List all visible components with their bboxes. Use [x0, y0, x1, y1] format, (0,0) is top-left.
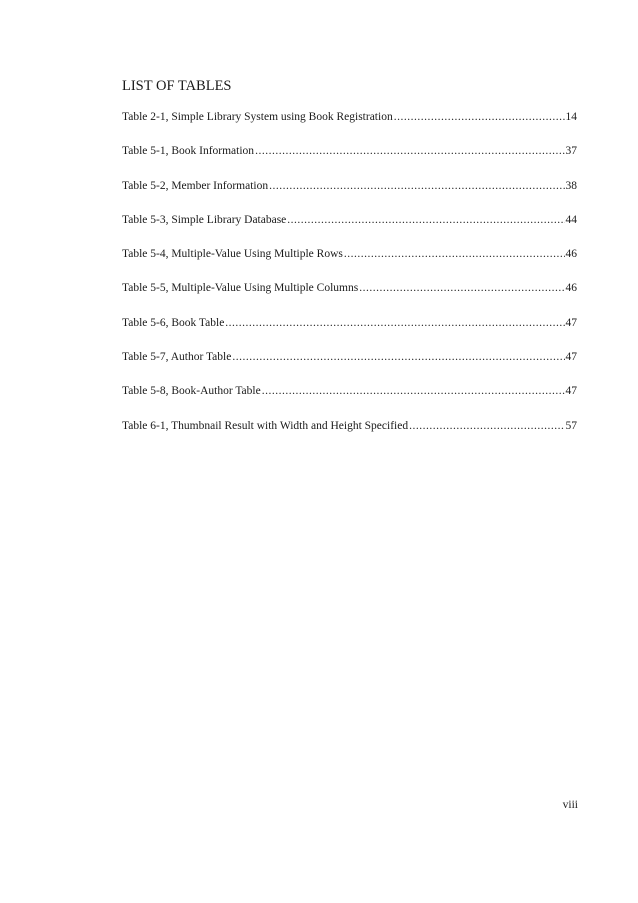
toc-entry-title: Table 6-1, Thumbnail Result with Width and Height Specified	[122, 419, 409, 432]
toc-entry-title: Table 5-7, Author Table	[122, 351, 232, 364]
toc-entry-page: 37	[565, 145, 577, 158]
toc-entry-title: Table 5-6, Book Table	[122, 316, 225, 329]
toc-entry-page: 38	[565, 179, 577, 192]
toc-entry[interactable]	[122, 110, 577, 144]
dot-leader	[409, 419, 564, 434]
toc-entry-page: 46	[565, 248, 577, 261]
toc-entry-page: 47	[565, 385, 577, 398]
toc-entry-page: 46	[565, 282, 577, 295]
toc-entry[interactable]	[122, 384, 577, 418]
page-number: viii	[562, 799, 578, 811]
dot-leader	[344, 247, 565, 262]
toc-entry[interactable]	[122, 350, 577, 384]
toc-entry-title: Table 5-8, Book-Author Table	[122, 385, 261, 398]
toc-entry-page: 14	[565, 111, 577, 123]
toc-entry-title: Table 5-4, Multiple-Value Using Multiple Rows	[122, 248, 343, 261]
toc-entry-page: 47	[565, 351, 577, 364]
toc-entry[interactable]	[122, 281, 577, 315]
dot-leader	[287, 213, 564, 228]
list-of-tables	[122, 110, 577, 453]
toc-entry-page: 47	[565, 316, 577, 329]
toc-entry-page: 44	[565, 213, 577, 226]
toc-entry[interactable]	[122, 144, 577, 178]
toc-entry-title: Table 5-2, Member Information	[122, 179, 269, 192]
toc-entry-title: Table 5-1, Book Information	[122, 145, 255, 158]
dot-leader	[262, 384, 565, 399]
toc-entry[interactable]	[122, 419, 577, 453]
dot-leader	[255, 144, 564, 159]
dot-leader	[269, 179, 564, 194]
toc-entry[interactable]	[122, 213, 577, 247]
page-title: LIST OF TABLES	[122, 78, 232, 94]
dot-leader	[225, 316, 564, 331]
toc-entry[interactable]	[122, 247, 577, 281]
toc-entry-page: 57	[565, 419, 577, 432]
toc-entry-title: Table 5-3, Simple Library Database	[122, 213, 287, 226]
dot-leader	[232, 350, 564, 365]
toc-entry-title: Table 2-1, Simple Library System using Book Registration	[122, 111, 393, 123]
dot-leader	[359, 281, 564, 296]
dot-leader	[394, 110, 565, 125]
toc-entry[interactable]	[122, 179, 577, 213]
toc-entry-title: Table 5-5, Multiple-Value Using Multiple Columns	[122, 282, 359, 295]
toc-entry[interactable]	[122, 316, 577, 350]
